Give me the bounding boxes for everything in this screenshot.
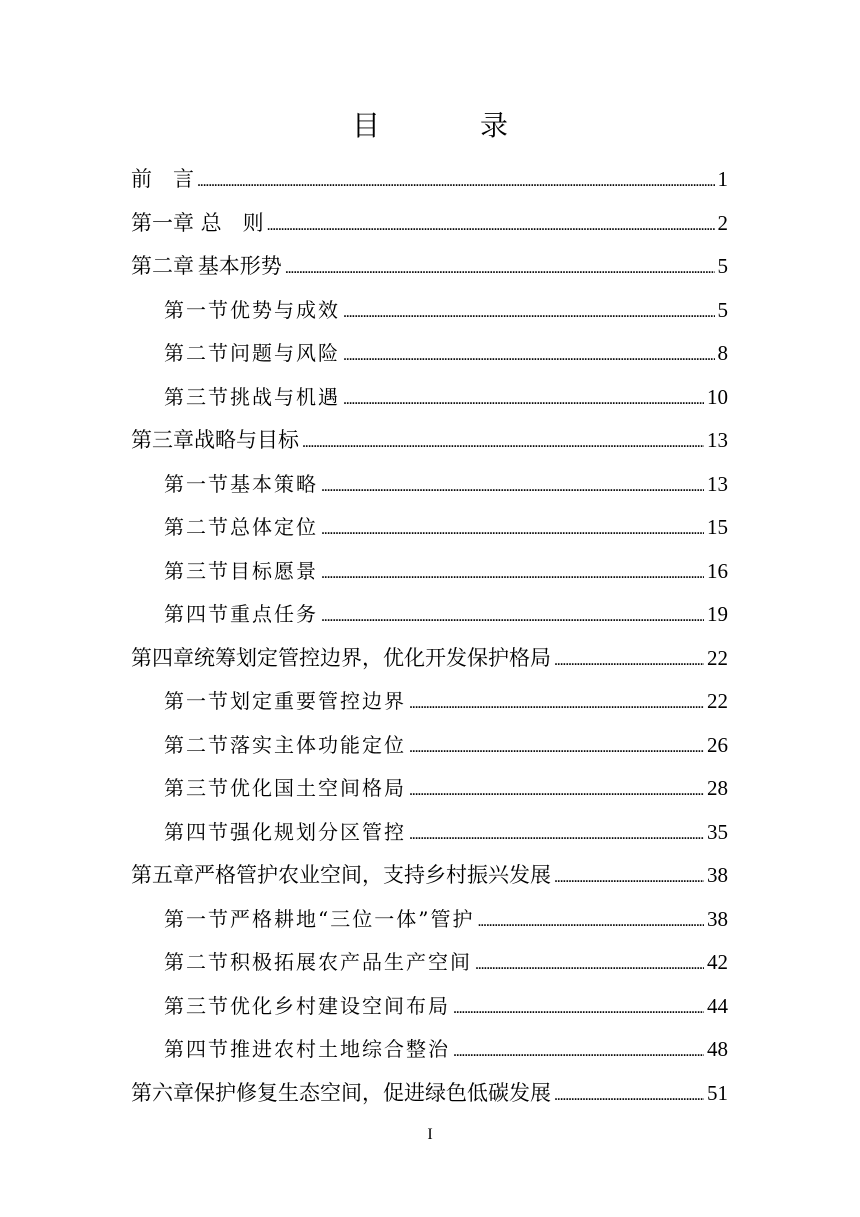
toc-entry[interactable]	[131, 550, 728, 594]
toc-entry-page: 42	[707, 950, 728, 974]
dot-leader	[453, 987, 704, 1031]
toc-entry-number: 第一节	[164, 689, 230, 713]
toc-entry-label: 战略与目标	[194, 428, 299, 452]
dot-leader	[343, 334, 715, 378]
toc-entry[interactable]	[131, 1028, 728, 1072]
dot-leader	[475, 943, 704, 987]
toc-entry-number: 第一节	[164, 471, 230, 496]
toc-entry-label: 目标愿景	[230, 558, 318, 583]
toc-entry-number: 第二节	[164, 341, 230, 365]
toc-entry-page: 26	[707, 732, 728, 757]
toc-entry-page: 1	[717, 167, 728, 191]
toc-entry-number: 第一节	[164, 297, 230, 322]
toc-entry-label: 基本形势	[197, 254, 282, 278]
toc-entry-page: 15	[707, 515, 728, 539]
toc-entry[interactable]	[131, 419, 728, 463]
toc-entry[interactable]	[131, 376, 728, 420]
toc-entry[interactable]	[131, 289, 728, 333]
toc-entry-number: 第三节	[164, 558, 230, 583]
toc-entry-number: 前 言	[131, 167, 194, 191]
toc-entry-number: 第二节	[164, 515, 230, 539]
toc-entry-label: 基本策略	[230, 471, 318, 496]
toc-entry-label: 优化国土空间格局	[230, 776, 406, 800]
toc-entry[interactable]	[131, 332, 728, 376]
toc-entry-page: 19	[707, 602, 728, 626]
toc-entry-label: 保护修复生态空间，促进绿色低碳发展	[194, 1080, 551, 1105]
dot-leader	[343, 378, 704, 422]
dot-leader	[409, 813, 704, 857]
toc-entry-page: 10	[707, 384, 728, 409]
toc-entry-number: 第四节	[164, 1037, 230, 1061]
toc-entry-number: 第一章	[131, 210, 194, 235]
dot-leader	[453, 1030, 704, 1074]
dot-leader	[343, 291, 715, 335]
toc-entry-label: 严格耕地“三位一体”管护	[230, 906, 475, 931]
toc-entry-label: 重点任务	[230, 602, 318, 626]
toc-entry-number: 第五章	[131, 863, 194, 887]
dot-leader	[321, 465, 704, 509]
toc-entry[interactable]	[131, 637, 728, 681]
toc-entry-page: 35	[707, 819, 728, 844]
toc-entry[interactable]	[131, 767, 728, 811]
toc-entry-label: 积极拓展农产品生产空间	[230, 950, 472, 974]
toc-entry[interactable]	[131, 245, 728, 289]
toc-entry-label: 总体定位	[230, 515, 318, 539]
dot-leader	[477, 900, 704, 944]
toc-entry-label: 强化规划分区管控	[230, 819, 406, 844]
toc-entry-label: 推进农村土地综合整治	[230, 1037, 450, 1061]
dot-leader	[285, 247, 715, 291]
toc-entry-number: 第三节	[164, 776, 230, 800]
toc-entry-page: 28	[707, 776, 728, 800]
toc-entry-number: 第二节	[164, 732, 230, 757]
toc-entry-page: 48	[707, 1037, 728, 1061]
toc-entry-page: 16	[707, 558, 728, 583]
toc-entry[interactable]	[131, 811, 728, 855]
toc-entry[interactable]	[131, 985, 728, 1029]
dot-leader	[554, 1074, 704, 1118]
toc-entry-label: 落实主体功能定位	[230, 732, 406, 757]
toc-entry-page: 13	[707, 471, 728, 496]
toc-entry[interactable]	[131, 593, 728, 637]
toc-entry-page: 2	[717, 210, 728, 235]
toc-entry-number: 第三节	[164, 384, 230, 409]
dot-leader	[321, 552, 704, 596]
page-number-footer: I	[427, 1126, 433, 1143]
toc-entry-page: 8	[717, 341, 728, 365]
toc-entry-number: 第二节	[164, 950, 230, 974]
toc-entry-number: 第一节	[164, 906, 230, 931]
dot-leader	[321, 508, 704, 552]
toc-title: 目 录	[351, 109, 544, 142]
dot-leader	[554, 639, 704, 683]
dot-leader	[409, 726, 704, 770]
toc-entry-label: 优化乡村建设空间布局	[230, 993, 450, 1018]
dot-leader	[267, 204, 715, 248]
dot-leader	[409, 682, 704, 726]
toc-entry-page: 44	[707, 993, 728, 1018]
toc-entry-page: 38	[707, 906, 728, 931]
toc-entry-number: 第六章	[131, 1080, 194, 1105]
toc-entry[interactable]	[131, 898, 728, 942]
toc-entry-page: 5	[717, 254, 728, 278]
toc-entry-label: 挑战与机遇	[230, 384, 340, 409]
toc-entry[interactable]	[131, 202, 728, 246]
toc-entry-label: 总 则	[200, 210, 264, 235]
toc-entry-number: 第四节	[164, 602, 230, 626]
dot-leader	[321, 595, 704, 639]
toc-entry-label: 统筹划定管控边界，优化开发保护格局	[194, 645, 551, 670]
toc-entry[interactable]	[131, 854, 728, 898]
toc-entry-page: 51	[707, 1080, 728, 1105]
toc-entry[interactable]	[131, 680, 728, 724]
toc-entry-number: 第二章	[131, 254, 194, 278]
toc-entry-label: 问题与风险	[230, 341, 340, 365]
toc-entry-number: 第四章	[131, 645, 194, 670]
toc-entry-page: 5	[717, 297, 728, 322]
toc-entry-page: 22	[707, 645, 728, 670]
toc-entry-page: 13	[707, 428, 728, 452]
dot-leader	[554, 856, 704, 900]
toc-entry-number: 第四节	[164, 819, 230, 844]
dot-leader	[409, 769, 704, 813]
toc-entry-page: 38	[707, 863, 728, 887]
toc-entry-number: 第三章	[131, 428, 194, 452]
dot-leader	[302, 421, 704, 465]
toc-entry-label: 严格管护农业空间，支持乡村振兴发展	[194, 863, 551, 887]
toc-entry-label: 划定重要管控边界	[230, 689, 406, 713]
toc-entry[interactable]	[131, 506, 728, 550]
toc-entry-number: 第三节	[164, 993, 230, 1018]
toc-entry-page: 22	[707, 689, 728, 713]
dot-leader	[197, 160, 715, 204]
table-of-contents	[131, 158, 728, 1115]
toc-entry[interactable]	[131, 463, 728, 507]
toc-entry[interactable]	[131, 941, 728, 985]
toc-entry[interactable]	[131, 1072, 728, 1116]
toc-entry[interactable]	[131, 158, 728, 202]
toc-entry-label: 优势与成效	[230, 297, 340, 322]
toc-entry[interactable]	[131, 724, 728, 768]
